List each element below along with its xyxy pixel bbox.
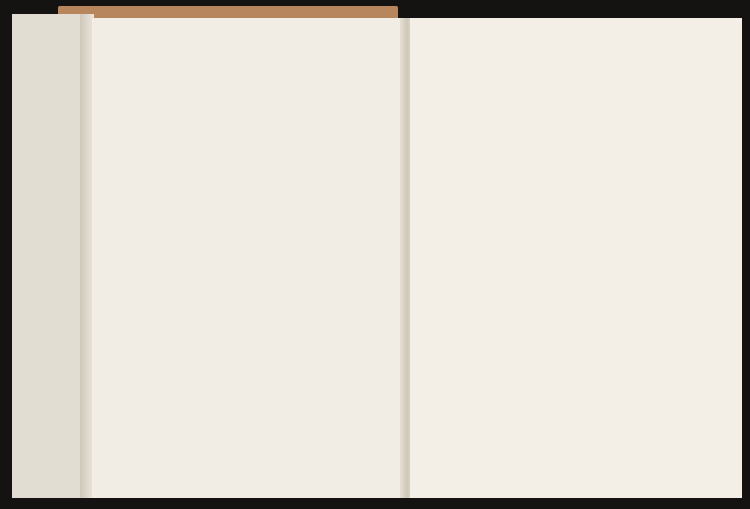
left-page <box>92 18 406 498</box>
underlying-page-strip <box>12 14 87 498</box>
right-page <box>410 18 742 498</box>
